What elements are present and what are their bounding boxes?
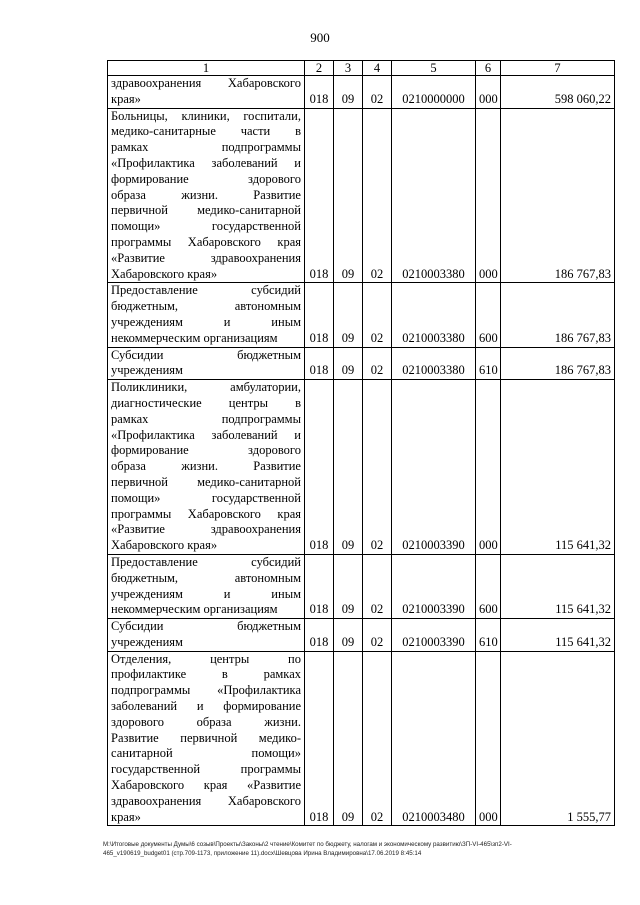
section-code-cell: 09 [334,283,363,347]
row-name-line: образа жизни. Развитие [111,459,301,474]
row-name-line: Хабаровского края» [111,266,218,281]
row-name-line: здравоохранения Хабаровского [111,793,301,808]
row-name-line: здравоохранения Хабаровского [111,76,301,90]
row-name-cell [108,283,305,347]
header-col-1: 1 [108,61,305,76]
row-name-line: диагностические центры в [111,395,301,410]
section-code-cell: 09 [334,651,363,826]
row-name-cell [108,108,305,283]
amount-cell: 186 767,83 [501,347,615,380]
row-name-cell [108,380,305,555]
row-name-line: бюджетным, автономным [111,299,301,314]
subsection-code-cell: 02 [363,380,392,555]
row-name-line: учреждениям и иным [111,314,301,329]
header-col-4: 4 [363,61,392,76]
ministry-code-cell: 018 [305,619,334,652]
subsection-code-cell: 02 [363,108,392,283]
ministry-code-cell: 018 [305,554,334,618]
ministry-code-cell: 018 [305,380,334,555]
row-name-line: «Профилактика заболеваний и [111,155,301,170]
expense-type-cell: 000 [476,651,501,826]
subsection-code-cell: 02 [363,619,392,652]
row-name-line: Отделения, центры по [111,651,301,666]
ministry-code-cell: 018 [305,108,334,283]
section-code-cell: 09 [334,380,363,555]
expense-type-cell: 000 [476,380,501,555]
amount-cell: 1 555,77 [501,651,615,826]
target-article-cell: 0210003390 [392,619,476,652]
subsection-code-cell: 02 [363,347,392,380]
row-name-line: Поликлиники, амбулатории, [111,380,301,395]
row-name-line: Субсидии бюджетным [111,347,301,362]
row-name-line: формирование здорового [111,443,301,458]
subsection-code-cell: 02 [363,554,392,618]
ministry-code-cell: 018 [305,651,334,826]
ministry-code-cell: 018 [305,76,334,109]
row-name-line: медико-санитарные части в [111,124,301,139]
amount-cell: 598 060,22 [501,76,615,109]
table-row [108,108,615,283]
row-name-line: подпрограммы «Профилактика [111,683,301,698]
table-row [108,651,615,826]
expense-type-cell: 000 [476,108,501,283]
row-name-cell [108,347,305,380]
target-article-cell: 0210003380 [392,108,476,283]
target-article-cell: 0210003480 [392,651,476,826]
amount-cell: 115 641,32 [501,619,615,652]
row-name-line: учреждениям и иным [111,586,301,601]
row-name-line: некоммерческим организациям [111,330,278,345]
row-name-line: некоммерческим организациям [111,602,278,617]
row-name-line: «Профилактика заболеваний и [111,427,301,442]
row-name-cell [108,619,305,652]
row-name-line: Предоставление субсидий [111,554,301,569]
row-name-line: «Развитие здравоохранения [111,522,301,537]
expense-type-cell: 600 [476,283,501,347]
row-name-line: рамках подпрограммы [111,411,301,426]
row-name-line: Развитие первичной медико- [111,730,301,745]
row-name-line: учреждениям [111,634,183,649]
target-article-cell: 0210000000 [392,76,476,109]
subsection-code-cell: 02 [363,76,392,109]
footer-path-line-2: 465_v190619_budget01 (стр.709-1173, приложение 11).docx\Шевцова Ирина Владимировна\17.06.2019 8:45:14 [103,850,422,857]
subsection-code-cell: 02 [363,651,392,826]
header-col-6: 6 [476,61,501,76]
ministry-code-cell: 018 [305,283,334,347]
row-name-line: Субсидии бюджетным [111,619,301,634]
table-row [108,619,615,652]
row-name-line: формирование здорового [111,171,301,186]
page-number: 900 [310,30,330,45]
row-name-cell [108,651,305,826]
header-col-3: 3 [334,61,363,76]
row-name-line: Больницы, клиники, госпитали, [111,108,301,123]
row-name-line: рамках подпрограммы [111,140,301,155]
expense-type-cell: 600 [476,554,501,618]
subsection-code-cell: 02 [363,283,392,347]
section-code-cell: 09 [334,554,363,618]
target-article-cell: 0210003380 [392,347,476,380]
section-code-cell: 09 [334,619,363,652]
row-name-line: края» [111,91,141,106]
row-name-line: Хабаровского края» [111,538,218,553]
row-name-line: программы Хабаровского края [111,234,301,249]
section-code-cell: 09 [334,108,363,283]
row-name-line: «Развитие здравоохранения [111,250,301,265]
row-name-line: профилактике в рамках [111,667,301,682]
target-article-cell: 0210003390 [392,554,476,618]
table-row [108,554,615,618]
row-name-line: края» [111,809,141,824]
expense-type-cell: 610 [476,619,501,652]
row-name-line: Хабаровского края «Развитие [111,778,301,793]
header-col-7: 7 [501,61,615,76]
section-code-cell: 09 [334,76,363,109]
row-name-line: первичной медико-санитарной [111,203,301,218]
header-col-5: 5 [392,61,476,76]
ministry-code-cell: 018 [305,347,334,380]
section-code-cell: 09 [334,347,363,380]
expense-type-cell: 000 [476,76,501,109]
header-col-2: 2 [305,61,334,76]
row-name-line: государственной программы [111,762,301,777]
row-name-line: помощи» государственной [111,219,301,234]
amount-cell: 115 641,32 [501,554,615,618]
row-name-line: здорового образа жизни. [111,714,301,729]
amount-cell: 115 641,32 [501,380,615,555]
row-name-line: Предоставление субсидий [111,283,301,298]
footer-path-line-1: М:\Итоговые документы Думы\6 созыв\Проекты\Законы\2 чтение\Комитет по бюджету, налогам и экономическому развитию\ЗП-VI-465\зп2-VI- [103,841,512,848]
row-name-line: помощи» государственной [111,490,301,505]
row-name-line: образа жизни. Развитие [111,187,301,202]
row-name-line: программы Хабаровского края [111,506,301,521]
document-footer [103,840,618,858]
amount-cell: 186 767,83 [501,108,615,283]
target-article-cell: 0210003380 [392,283,476,347]
row-name-line: заболеваний и формирование [111,699,301,714]
row-name-line: санитарной помощи» [111,746,301,761]
row-name-line: учреждениям [111,363,183,378]
table-row [108,76,615,109]
header-row [108,61,615,76]
target-article-cell: 0210003390 [392,380,476,555]
row-name-line: бюджетным, автономным [111,570,301,585]
row-name-cell [108,554,305,618]
expense-type-cell: 610 [476,347,501,380]
table-row [108,283,615,347]
budget-table [107,60,615,826]
row-name-line: первичной медико-санитарной [111,474,301,489]
row-name-cell [108,76,305,109]
table-row [108,347,615,380]
amount-cell: 186 767,83 [501,283,615,347]
table-row [108,380,615,555]
